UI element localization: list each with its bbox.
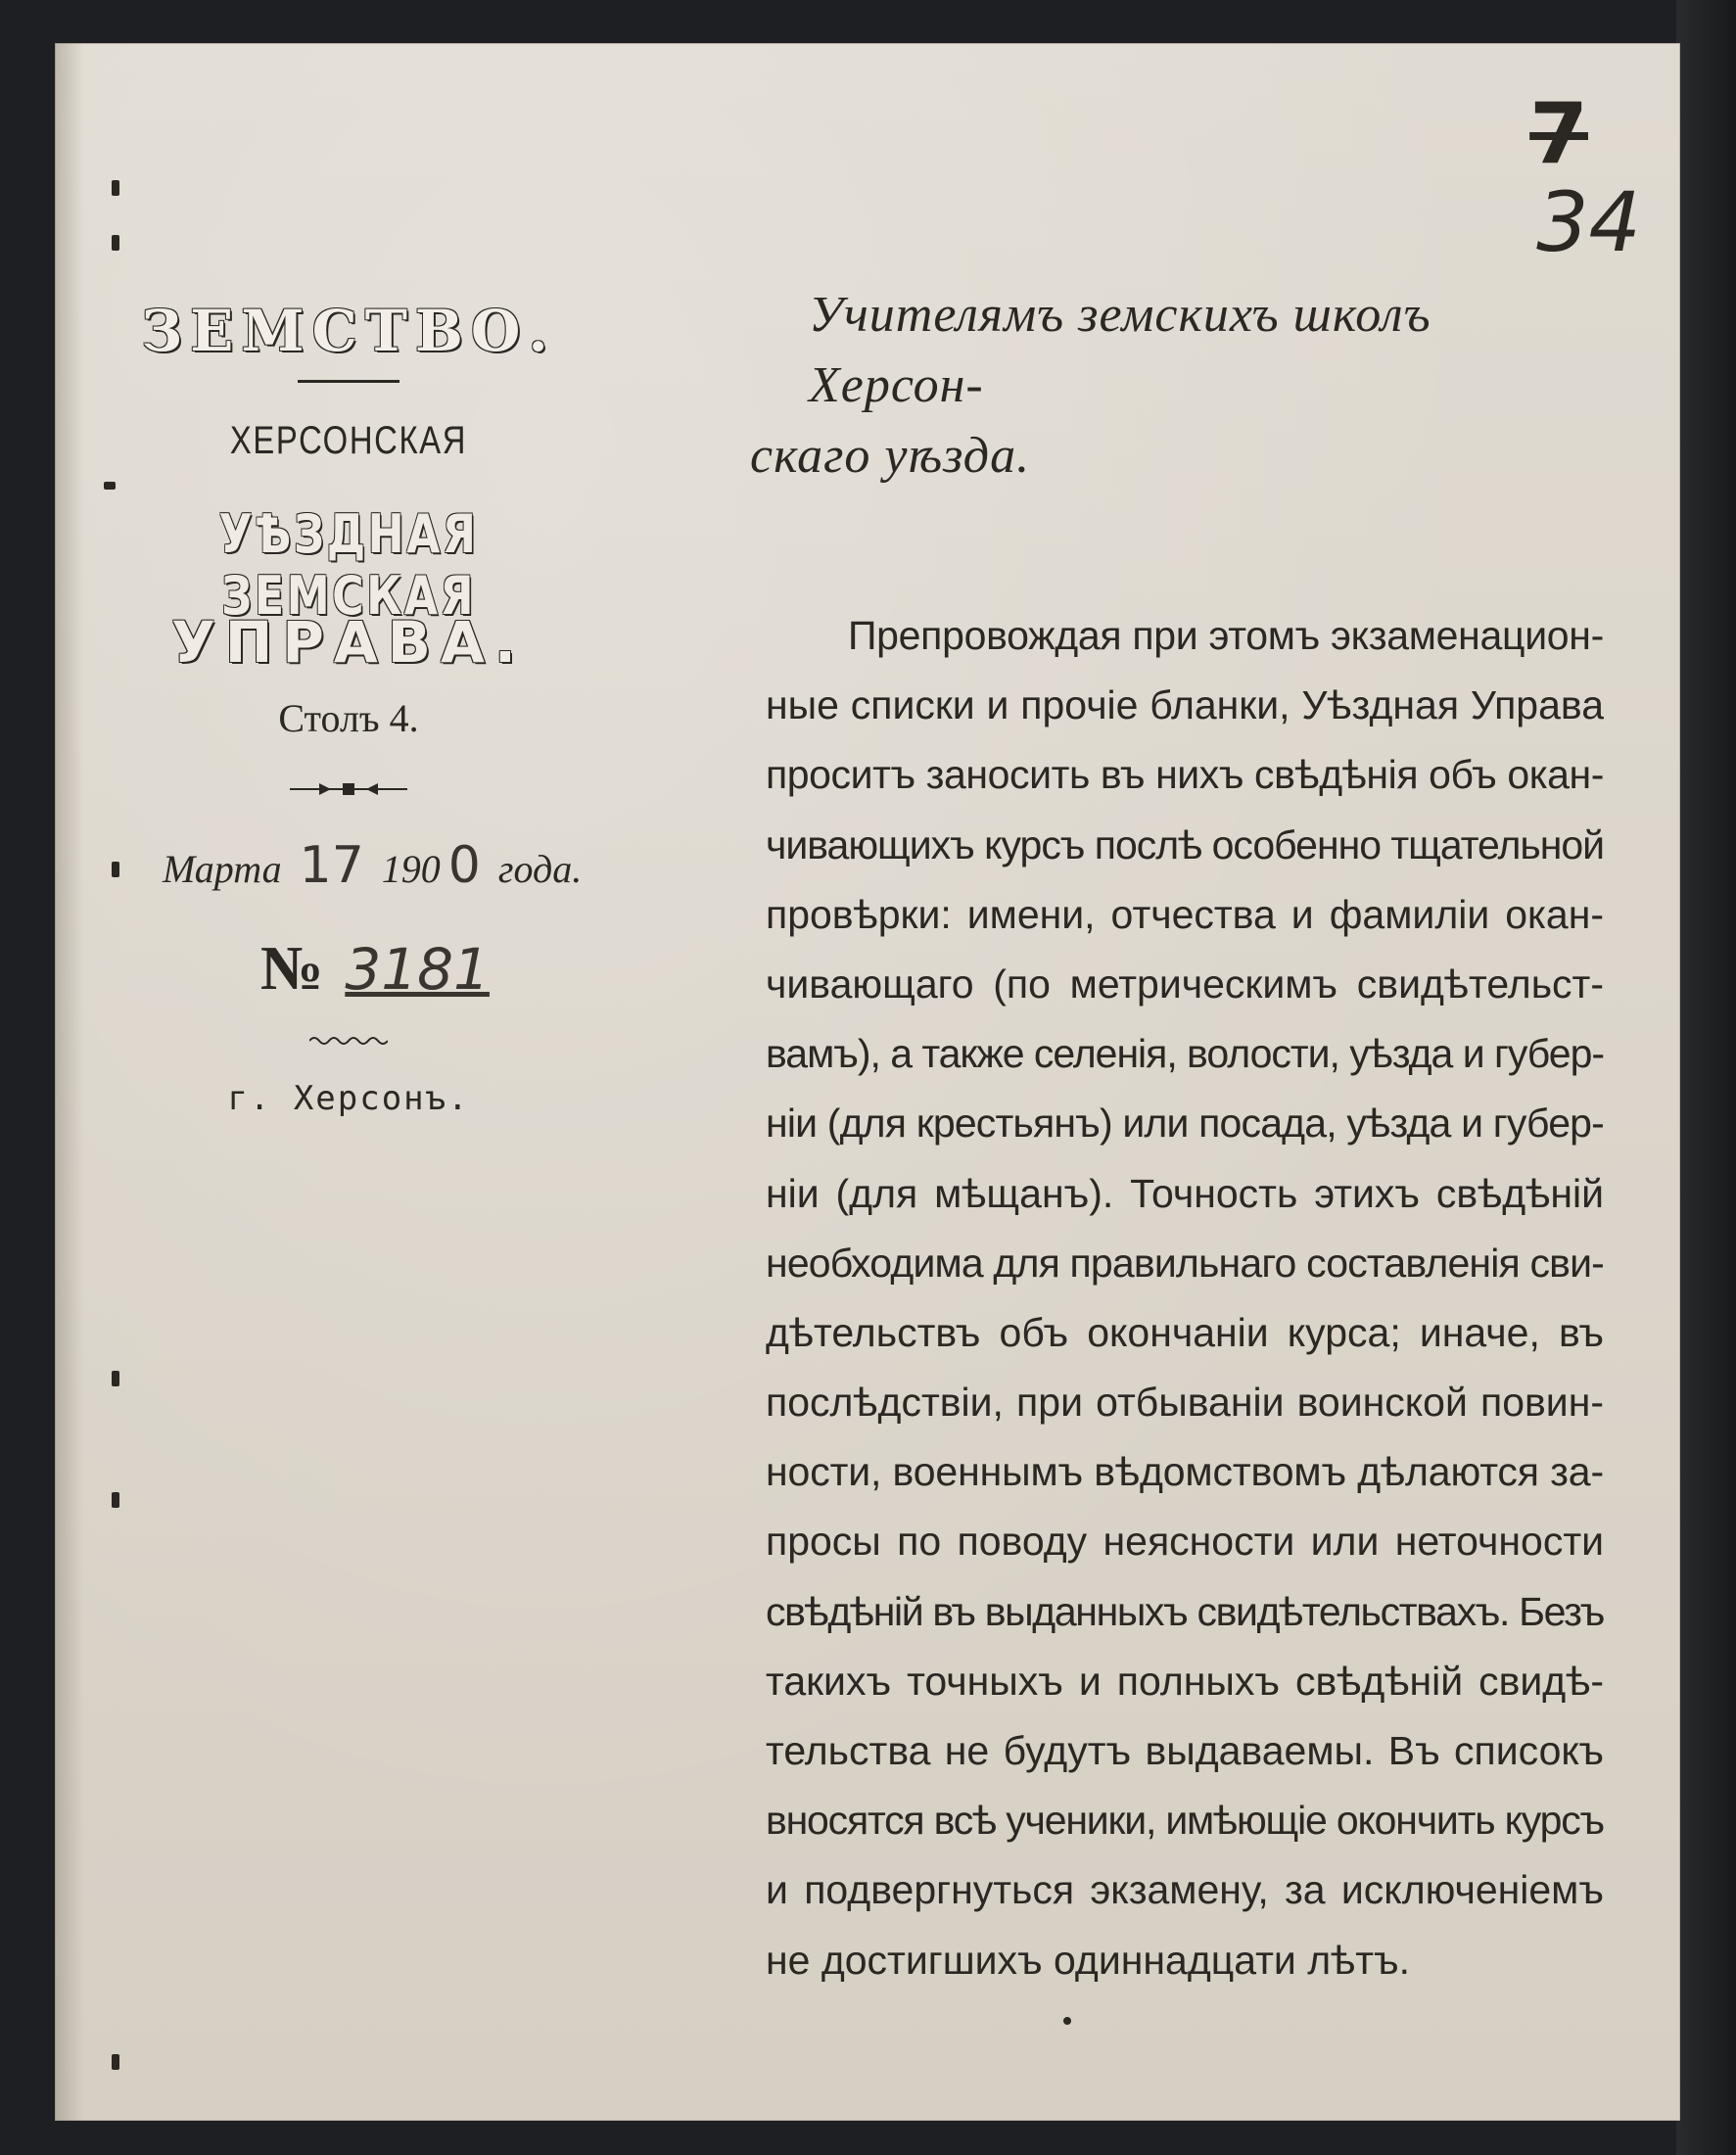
letterhead-rule: [298, 380, 399, 383]
body-line: свѣдѣній въ выданныхъ свидѣтельствахъ. Безъ: [766, 1588, 1604, 1634]
date-day-handwritten: 17: [299, 836, 364, 895]
ink-dot: [1063, 2017, 1071, 2025]
body-line: необходима для правильнаго составленія сви-: [766, 1240, 1604, 1286]
body-line: чивающаго (по метрическимъ свидѣтельст-: [766, 960, 1604, 1007]
body-line: вамъ), а также селенія, волости, уѣзда и губер-: [766, 1031, 1604, 1077]
letterhead-office: УѢЗДНАЯ ЗЕМСКАЯ: [218, 503, 479, 627]
date-year-printed: 190: [381, 847, 441, 891]
body-line: такихъ точныхъ и полныхъ свѣдѣній свидѣ-: [766, 1658, 1604, 1704]
body-line: просы по поводу неясности или неточности: [766, 1519, 1604, 1565]
body-line: чивающихъ курсъ послѣ особенно тщательной: [766, 821, 1604, 867]
body-line: ніи (для крестьянъ) или посада, уѣзда и губер-: [766, 1101, 1604, 1147]
document-sheet: [55, 43, 1680, 2121]
wave-divider-icon: [309, 1034, 388, 1048]
binding-mark: [112, 2054, 119, 2070]
binding-mark: [104, 482, 116, 490]
body-line: дѣтельствъ объ окончаніи курса; иначе, въ: [766, 1309, 1604, 1355]
body-line: провѣрки: имени, отчества и фамиліи окан-: [766, 891, 1604, 937]
date-year-handwritten: 0: [447, 836, 481, 895]
number-label: №: [260, 933, 324, 1003]
document-date: [163, 836, 582, 895]
number-value-handwritten: 3181: [345, 936, 490, 1003]
addressee-line: скаго уѣзда.: [750, 428, 1031, 484]
date-suffix: года.: [497, 847, 583, 891]
body-line: ности, военнымъ вѣдомствомъ дѣлаются за-: [766, 1449, 1604, 1495]
archive-folio-mark: [1529, 85, 1641, 270]
ornament-divider-icon: [290, 777, 407, 801]
binding-mark: [112, 235, 119, 251]
folio-mark-top: 7: [1529, 85, 1588, 183]
letterhead-title: ЗЕМСТВО.: [141, 298, 556, 364]
body-line: тельства не будутъ выдаваемы. Въ списокъ: [766, 1728, 1604, 1773]
document-number: [260, 932, 490, 1005]
date-prefix: Марта: [163, 847, 282, 891]
binding-mark: [112, 180, 119, 196]
folio-mark-bottom: 34: [1536, 174, 1641, 270]
body-line: проситъ заносить въ нихъ свѣдѣнія объ окан-: [766, 752, 1604, 798]
archive-board-edge: [1676, 0, 1736, 2155]
letterhead-desk: Столъ 4.: [278, 696, 419, 740]
body-line: не достигшихъ одиннадцати лѣтъ.: [766, 1937, 1411, 1983]
letterhead-region: ХЕРСОНСКАЯ: [229, 419, 468, 462]
letterhead-city: г. Херсонъ.: [227, 1079, 470, 1118]
body-line: и подвергнуться экзамену, за исключеніемъ: [766, 1867, 1604, 1913]
binding-mark: [112, 862, 119, 877]
body-line: послѣдствіи, при отбываніи воинской повин-: [766, 1380, 1604, 1426]
addressee-line: Учителямъ земскихъ школъ Херсон-: [809, 287, 1431, 413]
binding-mark: [112, 1371, 119, 1386]
addressee: [750, 280, 1612, 492]
body-line: Препровождая при этомъ экзаменацион-: [848, 613, 1604, 658]
body-line: ные списки и прочіе бланки, Уѣздная Управа: [766, 682, 1604, 728]
body-line: ніи (для мѣщанъ). Точность этихъ свѣдѣній: [766, 1170, 1604, 1216]
binding-mark: [112, 1492, 119, 1508]
letter-body: [766, 601, 1604, 1995]
letterhead-office-type: УПРАВА.: [171, 609, 526, 676]
body-line: вносятся всѣ ученики, имѣющіе окончить курсъ: [766, 1798, 1604, 1844]
